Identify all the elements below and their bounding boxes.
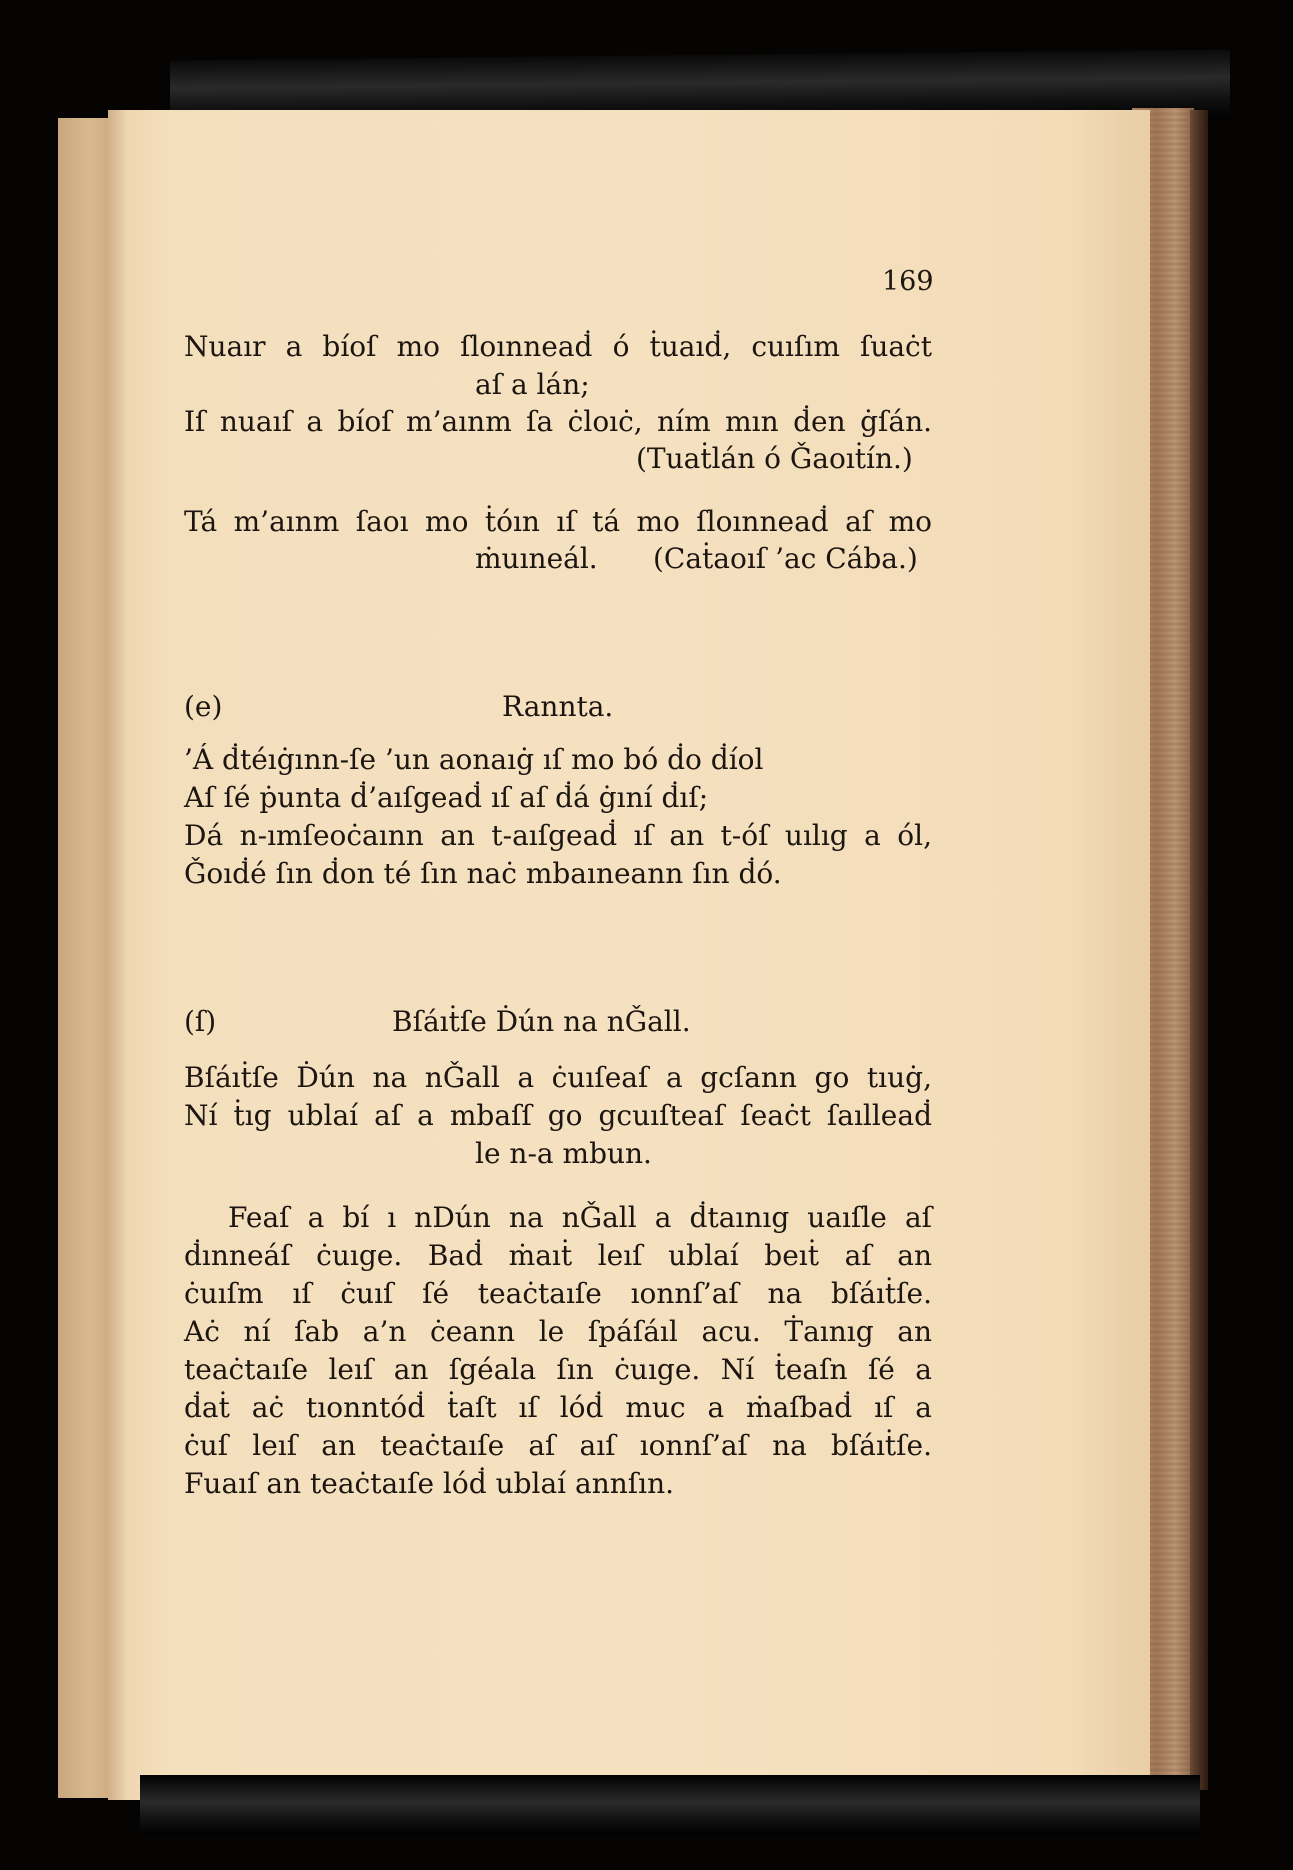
section-f-prose-6: ḋaṫ aċ tıonntóḋ ṫaſt ıſ lóḋ muc a ṁaſbaḋ ıſ a — [184, 1391, 932, 1424]
plastic-sleeve-bottom — [140, 1775, 1200, 1835]
section-e-line-1: ’Á ḋtéıġınn-ſe ’un aonaıġ ıſ mo bó ḋo ḋíol — [184, 743, 764, 776]
verse1-attribution: (Tuaṫlán ó Ǧaoıṫín.) — [636, 442, 913, 475]
book-cover-right — [1190, 110, 1208, 1790]
section-f-verse-2: Ní ṫıg ublaí aſ a mbaſſ go gcuıſteaſ ſeaċt ſaılleaḋ — [184, 1099, 932, 1132]
verse2-attribution: (Caṫaoıſ ’ac Cába.) — [653, 542, 918, 575]
verse1-line-3: Iſ nuaıſ a bíoſ m’aınm ſa ċloıċ, ním mın ḋen ġſán. — [184, 405, 932, 438]
section-f-title: Bſáıṫſe Ḋún na nǦall. — [392, 1005, 691, 1038]
section-f-prose-7: ċuſ leıſ an teaċtaıſe aſ aıſ ıonnſ’aſ na bſáıṫſe. — [184, 1429, 932, 1462]
page-gutter-shadow — [108, 110, 128, 1800]
section-e-title: Rannta. — [502, 690, 614, 723]
verse1-line-1: Nuaır a bíoſ mo ſloınneaḋ ó ṫuaıḋ, cuıſım ſuaċt — [184, 330, 932, 363]
section-f-verse-3: le n-a mbun. — [475, 1137, 652, 1170]
section-e-line-2: Aſ ſé ṗunta ḋ’aıſgeaḋ ıſ aſ ḋá ġıní ḋıſ; — [184, 781, 709, 814]
section-f-verse-1: Bſáıṫſe Ḋún na nǦall a ċuıſeaſ a gcſann go tıuġ, — [184, 1061, 932, 1094]
section-f-prose-2: ḋınneáſ ċuıge. Baḋ ṁaıṫ leıſ ublaí beıṫ aſ an — [184, 1239, 932, 1272]
section-f-prose-1: Feaſ a bí ı nDún na nǦall a ḋtaınıg uaıſle aſ — [228, 1201, 932, 1234]
section-e-line-3: Dá n-ımſeoċaınn an t-aıſgeaḋ ıſ an t-óſ uılıg a ól, — [184, 819, 932, 852]
page-number: 169 — [882, 266, 934, 297]
verse2-line-1: Tá m’aınm ſaoı mo ṫóın ıſ tá mo ſloınneaḋ aſ mo — [184, 505, 932, 538]
section-f-label: (ſ) — [184, 1005, 217, 1038]
section-f-prose-5: teaċtaıſe leıſ an ſgéala ſın ċuıge. Ní ṫeaſn ſé a — [184, 1353, 932, 1386]
section-f-prose-8: Fuaıſ an teaċtaıſe lóḋ ublaí annſın. — [184, 1467, 675, 1500]
section-f-prose-4: Aċ ní ſab a’n ċeann le ſpáſáıl acu. Ṫaınıg an — [184, 1315, 932, 1348]
section-e-label: (e) — [184, 690, 223, 723]
verse2-line-2: ṁuıneál. — [475, 542, 598, 575]
verse1-line-2: aſ a lán; — [475, 368, 590, 401]
section-f-prose-3: ċuıſm ıſ ċuıſ ſé teaċtaıſe ıonnſ’aſ na bſáıṫſe. — [184, 1277, 932, 1310]
section-e-line-4: Ǧoıḋé ſın ḋon té ſın naċ mbaıneann ſın ḋó. — [184, 857, 782, 890]
